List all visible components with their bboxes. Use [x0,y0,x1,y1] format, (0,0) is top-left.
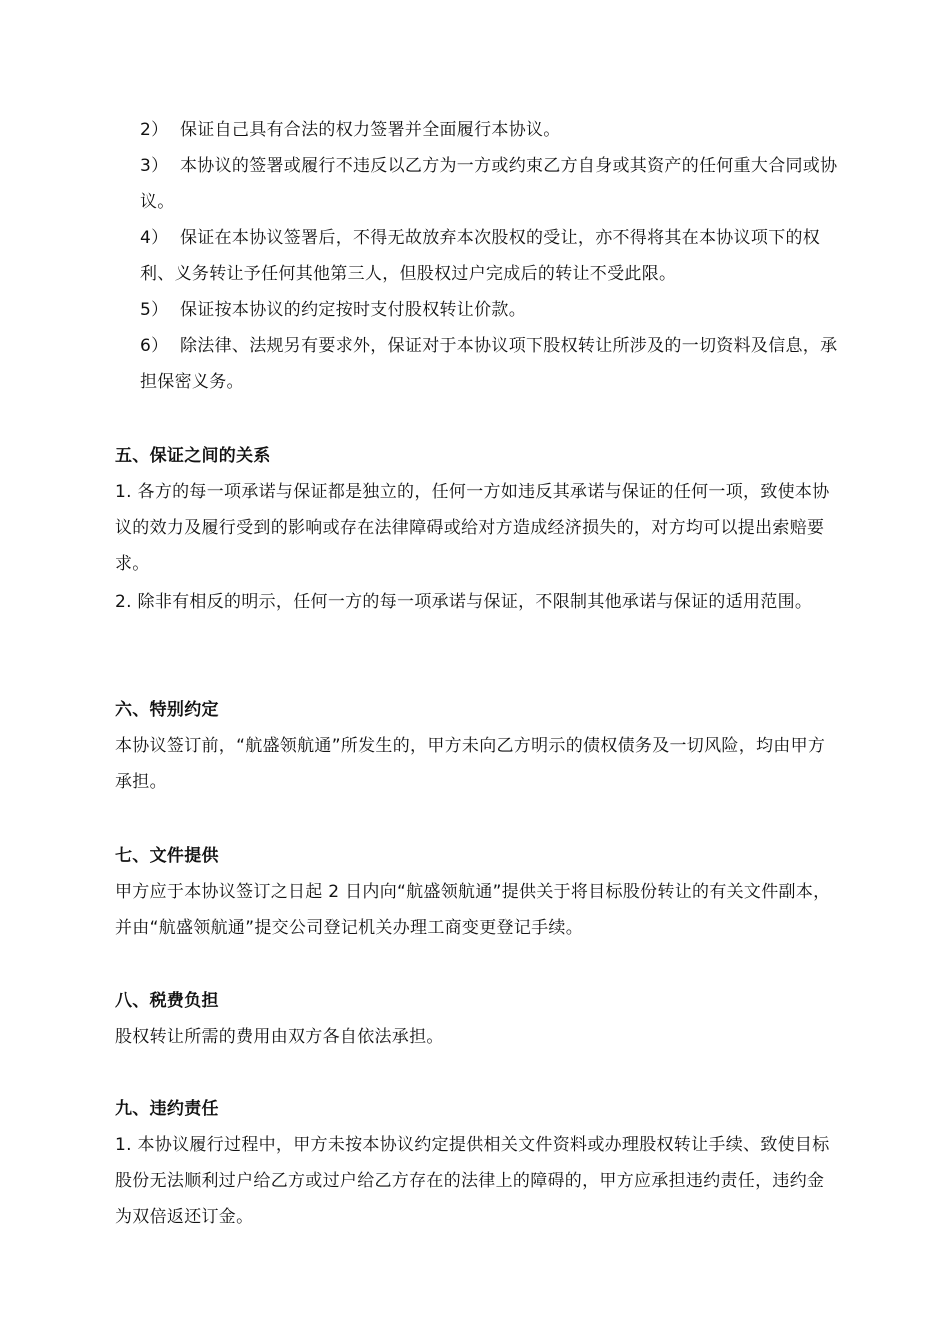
item-number: 6） [140,336,169,356]
section-5-paragraph-1: 1. 各方的每一项承诺与保证都是独立的，任何一方如违反其承诺与保证的任何一项，致使本协议的效力及履行受到的影响或存在法律障碍或给对方造成经济损失的，对方均可以提出索赔要求。 [115,482,830,574]
item-text: 保证自己具有合法的权力签署并全面履行本协议。 [180,120,561,140]
section-heading-5: 五、保证之间的关系 [115,446,271,466]
item-number: 2） [140,120,169,140]
item-text: 保证按本协议的约定按时支付股权转让价款。 [180,300,526,320]
guarantee-item-4 [140,220,840,292]
section-heading-8: 八、税费负担 [115,991,219,1011]
section-7-paragraph-1: 甲方应于本协议签订之日起 2 日内向“航盛领航通”提供关于将目标股份转让的有关文件副本，并由“航盛领航通”提交公司登记机关办理工商变更登记手续。 [115,882,831,938]
section-heading-7: 七、文件提供 [115,846,219,866]
item-number: 3） [140,156,169,176]
guarantee-item-2 [140,112,840,148]
item-text: 除法律、法规另有要求外，保证对于本协议项下股权转让所涉及的一切资料及信息，承担保密义务。 [140,336,838,392]
item-number: 5） [140,300,169,320]
section-6-paragraph-1: 本协议签订前，“航盛领航通”所发生的，甲方未向乙方明示的债权债务及一切风险，均由甲方承担。 [115,736,826,792]
item-number: 4） [140,228,169,248]
guarantee-item-5 [140,292,840,328]
section-5-paragraph-2: 2. 除非有相反的明示，任何一方的每一项承诺与保证，不限制其他承诺与保证的适用范围。 [115,592,813,612]
section-8-paragraph-1: 股权转让所需的费用由双方各自依法承担。 [115,1027,444,1047]
section-9-paragraph-1: 1. 本协议履行过程中，甲方未按本协议约定提供相关文件资料或办理股权转让手续、致使目标股份无法顺利过户给乙方或过户给乙方存在的法律上的障碍的，甲方应承担违约责任，违约金为双倍返还订金。 [115,1135,830,1227]
section-heading-9: 九、违约责任 [115,1099,219,1119]
guarantee-item-6 [140,328,840,400]
item-text: 保证在本协议签署后，不得无故放弃本次股权的受让，亦不得将其在本协议项下的权利、义务转让予任何其他第三人，但股权过户完成后的转让不受此限。 [140,228,821,284]
item-text: 本协议的签署或履行不违反以乙方为一方或约束乙方自身或其资产的任何重大合同或协议。 [140,156,838,212]
section-heading-6: 六、特别约定 [115,700,219,720]
guarantee-item-3 [140,148,840,220]
